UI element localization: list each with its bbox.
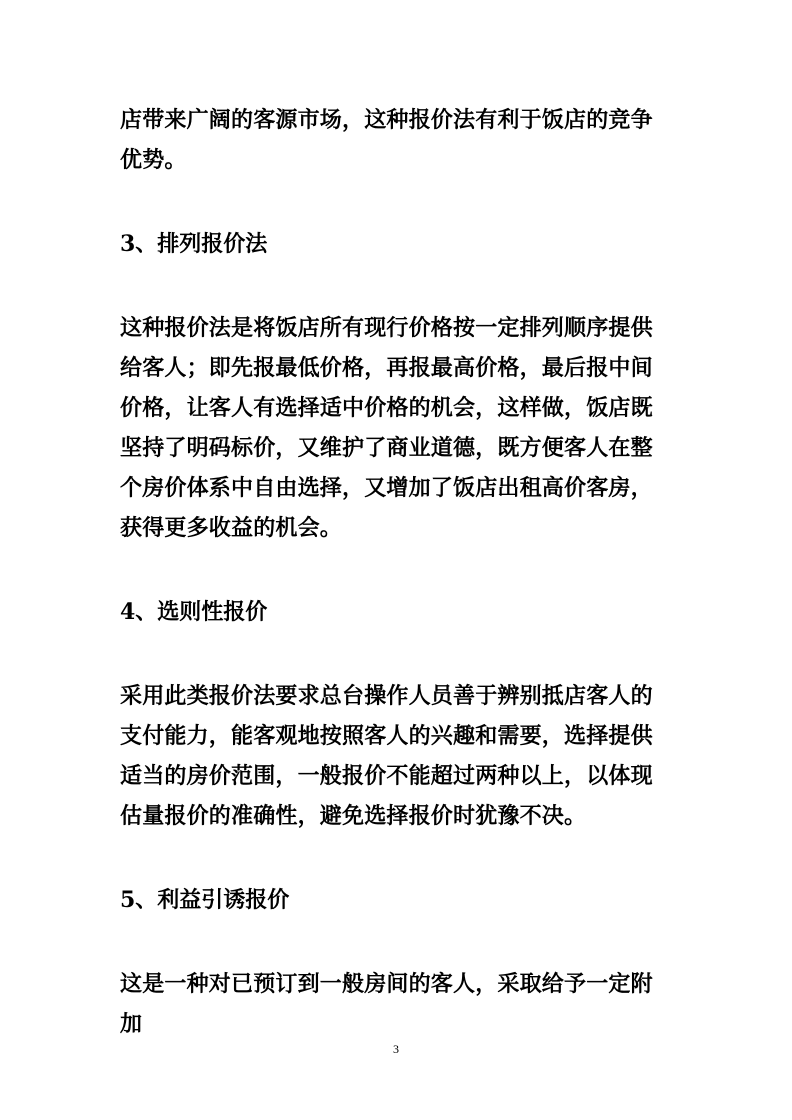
section-heading-4: 4、选则性报价 [120, 599, 268, 625]
paragraph-incentive-quote: 这是一种对已预订到一般房间的客人，采取给予一定附加 [120, 971, 653, 1037]
document-body [120, 100, 665, 1044]
paragraph-selective-quote: 采用此类报价法要求总台操作人员善于辨别抵店客人的支付能力，能客观地按照客人的兴趣和需要，选择提供适当的房价范围，一般报价不能超过两种以上，以体现估量报价的准确性，避免选择报价时犹豫不决。 [120, 683, 653, 829]
paragraph-continuation: 店带来广阔的客源市场，这种报价法有利于饭店的竞争优势。 [120, 107, 653, 173]
page-number: 3 [393, 1042, 399, 1056]
paragraph-ranking-quote: 这种报价法是将饭店所有现行价格按一定排列顺序提供给客人；即先报最低价格，再报最高价格，最后报中间价格，让客人有选择适中价格的机会，这样做，饭店既坚持了明码标价，又维护了商业道德，既方便客人在整个房价体系中自由选择，又增加了饭店出租高价客房，获得更多收益的机会。 [120, 315, 653, 541]
section-heading-5: 5、利益引诱报价 [120, 887, 290, 913]
section-heading-3: 3、排列报价法 [120, 231, 268, 257]
